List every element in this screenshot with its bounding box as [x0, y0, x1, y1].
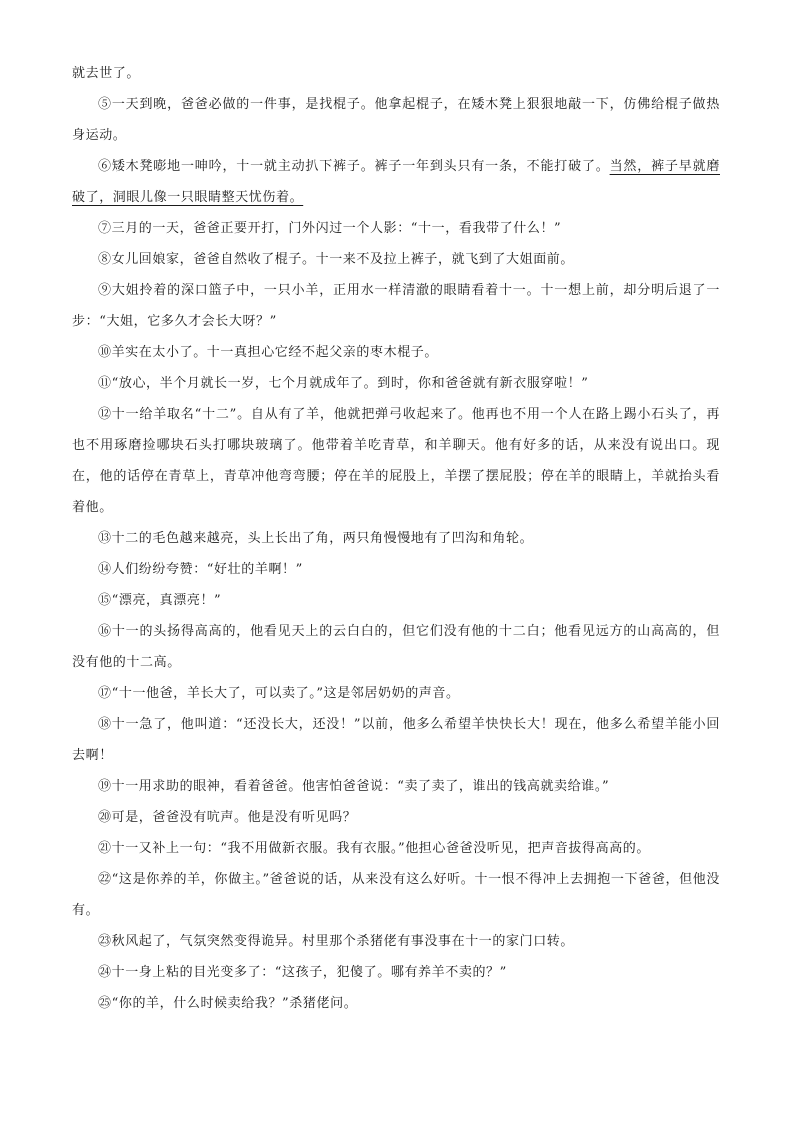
paragraph-24: [72, 957, 720, 988]
paragraph-text: ⑮“漂亮，真漂亮！”: [98, 593, 222, 608]
paragraph-8: [72, 244, 720, 275]
paragraph-text: ⑩羊实在太小了。十一真担心它经不起父亲的枣木棍子。: [98, 345, 439, 360]
paragraph-21: [72, 833, 720, 864]
paragraph-25: [72, 988, 720, 1019]
paragraph-7: [72, 213, 720, 244]
paragraph-18: [72, 709, 720, 771]
paragraph-5: [72, 89, 720, 151]
paragraph-17: [72, 678, 720, 709]
paragraph-text: ㉒“这是你养的羊，你做主。”爸爸说的话，从来没有这么好听。十一恨不得冲上去拥抱一下爸爸，但他没有。: [72, 872, 720, 918]
paragraph-text: ⑦三月的一天，爸爸正要开打，门外闪过一个人影：“十一，看我带了什么！”: [98, 221, 562, 236]
underlined-sentence: 当然，裤子早就磨破了，洞眼儿像一只眼睛整天忧伤着。: [72, 159, 720, 205]
paragraph-16: [72, 616, 720, 678]
paragraph-14: [72, 554, 720, 585]
paragraph-10: [72, 337, 720, 368]
paragraph-text: ⑱十一急了，他叫道：“还没长大，还没！”以前，他多么希望羊快快长大！现在，他多么希望羊能小回去啊！: [72, 717, 720, 763]
paragraph-text: ⑪“放心，半个月就长一岁，七个月就成年了。到时，你和爸爸就有新衣服穿啦！”: [98, 376, 589, 391]
paragraph-text: ㉔十一身上粘的目光变多了：“这孩子，犯傻了。哪有养羊不卖的？”: [98, 965, 507, 980]
paragraph-11: [72, 368, 720, 399]
paragraph-text: ㉓秋风起了，气氛突然变得诡异。村里那个杀猪佬有事没事在十一的家门口转。: [98, 934, 575, 949]
paragraph-text: ⑨大姐拎着的深口篮子中，一只小羊，正用水一样清澈的眼睛看着十一。十一想上前，却分明后退了一步：“大姐，它多久才会长大呀？”: [72, 283, 720, 329]
paragraph-12: [72, 399, 720, 523]
paragraph-text: ⑰“十一他爸，羊长大了，可以卖了。”这是邻居奶奶的声音。: [98, 686, 460, 701]
paragraph-23: [72, 926, 720, 957]
paragraph-9: [72, 275, 720, 337]
paragraph-continued: [72, 58, 720, 89]
paragraph-15: [72, 585, 720, 616]
paragraph-text: ⑭人们纷纷夸赞：“好壮的羊啊！”: [98, 562, 303, 577]
paragraph-text: ⑬十二的毛色越来越亮，头上长出了角，两只角慢慢地有了凹沟和角轮。: [98, 531, 534, 546]
paragraph-text: ㉕“你的羊，什么时候卖给我？”杀猪佬问。: [98, 996, 358, 1011]
paragraph-19: [72, 771, 720, 802]
paragraph-text: ⑤一天到晚，爸爸必做的一件事，是找棍子。他拿起棍子，在矮木凳上狠狠地敲一下，仿佛给棍子做热身运动。: [72, 97, 720, 143]
paragraph-20: [72, 802, 720, 833]
paragraph-22: [72, 864, 720, 926]
paragraph-text: ⑫十一给羊取名“十二”。自从有了羊，他就把弹弓收起来了。他再也不用一个人在路上踢小石头了，再也不用琢磨捡哪块石头打哪块玻璃了。他带着羊吃青草，和羊聊天。他有好多的话，从来没有说出口。现在，他的话停在青草上，青草冲他弯弯腰；停在羊的屁股上，羊摆了摆屁股；停在羊的眼睛上，羊就抬头看着他。: [72, 407, 720, 515]
story-text: [72, 58, 720, 1019]
paragraph-text: ⑧女儿回娘家，爸爸自然收了棍子。十一来不及拉上裤子，就飞到了大姐面前。: [98, 252, 575, 267]
paragraph-text: ⑲十一用求助的眼神，看着爸爸。他害怕爸爸说：“卖了卖了，谁出的钱高就卖给谁。”: [98, 779, 610, 794]
paragraph-text: ⑯十一的头扬得高高的，他看见天上的云白白的，但它们没有他的十二白；他看见远方的山高高的，但没有他的十二高。: [72, 624, 720, 670]
paragraph-text: ⑳可是，爸爸没有吭声。他是没有听见吗？: [98, 810, 357, 825]
paragraph-text: 就去世了。: [72, 66, 141, 81]
paragraph-13: [72, 523, 720, 554]
paragraph-6: [72, 151, 720, 213]
paragraph-text: ⑥矮木凳嘭地一呻吟，十一就主动扒下裤子。裤子一年到头只有一条，不能打破了。: [98, 159, 610, 174]
paragraph-text: ㉑十一又补上一句：“我不用做新衣服。我有衣服。”他担心爸爸没听见，把声音拔得高高的。: [98, 841, 650, 856]
